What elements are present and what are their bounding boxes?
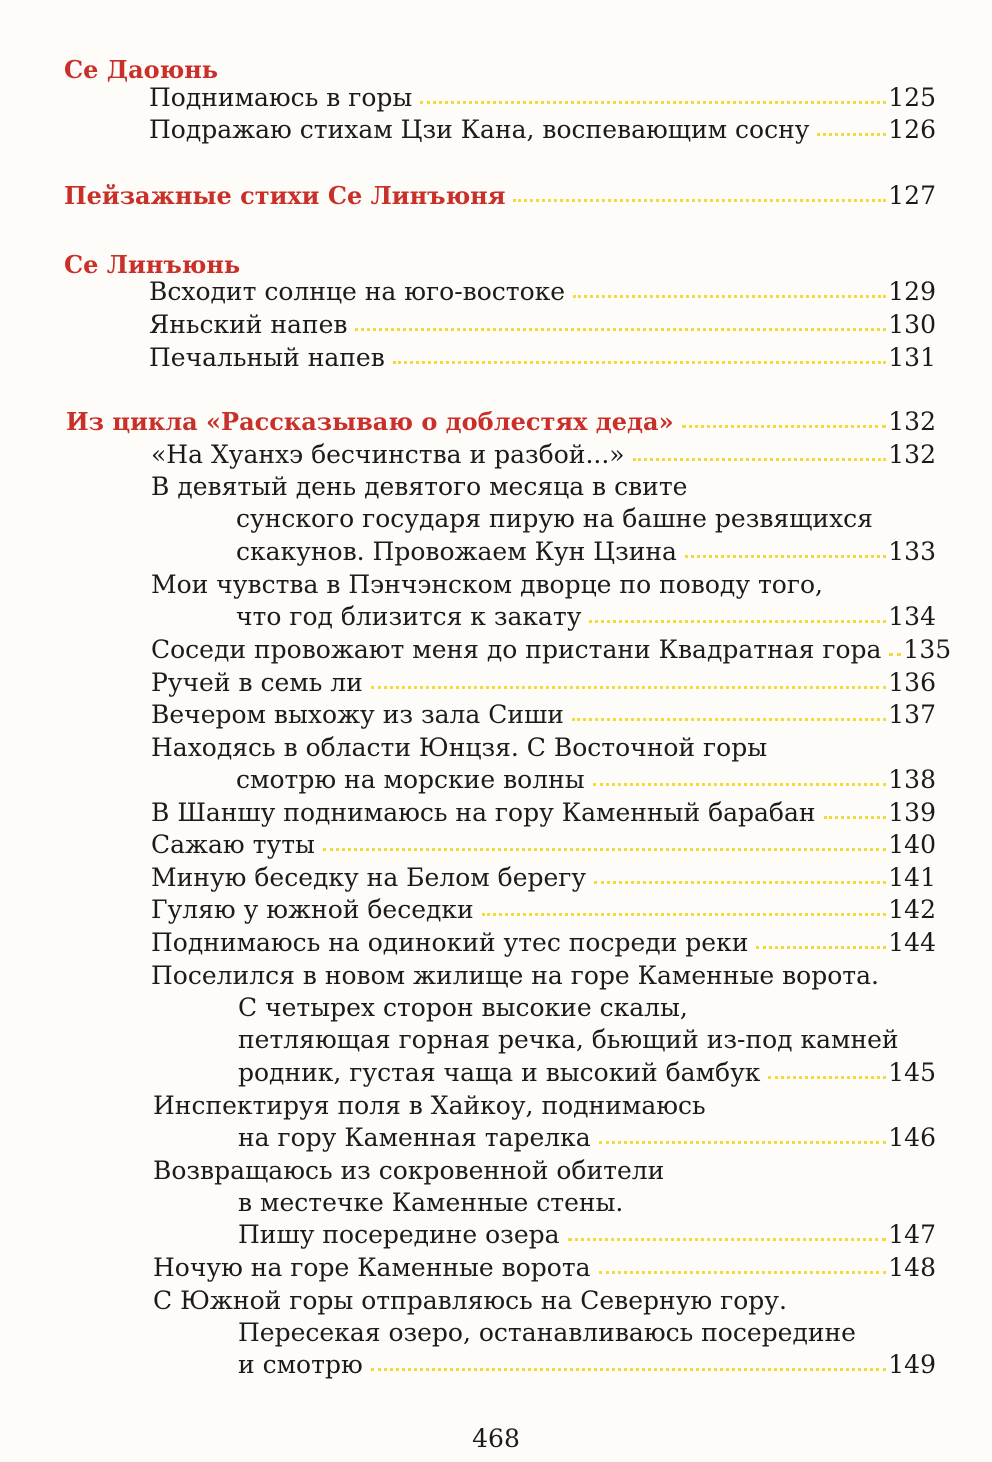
entry-page: 138 (888, 765, 936, 794)
entry-page: 149 (888, 1350, 936, 1379)
dot-leader (593, 783, 887, 786)
section-title: Се Линъюнь (64, 250, 241, 279)
entry-title: Поднимаюсь на одинокий утес посреди реки (151, 928, 749, 957)
dot-leader (573, 295, 886, 298)
entry-title: смотрю на морские волны (236, 765, 585, 794)
entry-title: Пишу посередине озера (238, 1220, 560, 1249)
entry-title: родник, густая чаща и высокий бамбук (238, 1058, 761, 1087)
entry-page: 130 (888, 310, 936, 339)
dot-leader (323, 848, 886, 851)
entry-page: 144 (888, 928, 936, 957)
entry-title: Вечером выхожу из зала Сиши (151, 700, 564, 729)
dot-leader (420, 101, 886, 104)
entry-line: сунского государя пирую на башне резвящихся (236, 504, 873, 533)
dot-leader (482, 913, 887, 916)
entry-title: Ночую на горе Каменные ворота (153, 1253, 591, 1282)
toc-entry (149, 342, 936, 374)
dot-leader (682, 425, 887, 428)
entry-title: Гуляю у южной беседки (151, 895, 474, 924)
section-title: Се Даоюнь (64, 55, 219, 84)
dot-leader (599, 1141, 887, 1144)
dot-leader (568, 1238, 887, 1241)
entry-page: 141 (888, 863, 936, 892)
entry-title: Ручей в семь ли (151, 668, 363, 697)
section-heading (66, 406, 936, 438)
section-page: 127 (888, 181, 936, 210)
toc-entry (149, 82, 936, 114)
section-page: 132 (888, 407, 936, 436)
entry-page: 129 (888, 277, 936, 306)
dot-leader (824, 816, 887, 819)
entry-page: 131 (888, 343, 936, 372)
toc-entry (151, 829, 936, 861)
entry-title: «На Хуанхэ бесчинства и разбой...» (151, 440, 625, 469)
entry-page: 136 (888, 668, 936, 697)
entry-line: петляющая горная речка, бьющий из-под камней (238, 1025, 899, 1054)
dot-leader (633, 458, 887, 461)
toc-entry (151, 439, 936, 471)
toc-entry (238, 1057, 936, 1089)
entry-line: в местечке Каменные стены. (238, 1188, 624, 1217)
dot-leader (371, 686, 886, 689)
section-title: Из цикла «Рассказываю о доблестях деда» (66, 407, 674, 436)
entry-title: и смотрю (238, 1350, 363, 1379)
toc-entry (149, 276, 936, 308)
entry-title: на гору Каменная тарелка (238, 1123, 591, 1152)
entry-page: 139 (888, 798, 936, 827)
dot-leader (393, 361, 886, 364)
entry-line: Находясь в области Юнцзя. С Восточной горы (151, 733, 768, 762)
toc-entry (238, 1349, 936, 1381)
toc-entry (151, 667, 936, 699)
dot-leader (817, 133, 886, 136)
entry-page: 135 (903, 635, 952, 664)
entry-line: Поселился в новом жилище на горе Каменные ворота. (151, 961, 879, 990)
entry-line: С Южной горы отправляюсь на Северную гору. (153, 1286, 787, 1315)
toc-entry (238, 1122, 936, 1154)
dot-leader (685, 555, 886, 558)
dot-leader (513, 199, 886, 202)
toc-entry (151, 894, 936, 926)
toc-entry (149, 114, 936, 146)
entry-line: Инспектируя поля в Хайкоу, поднимаюсь (153, 1091, 706, 1120)
entry-page: 145 (888, 1058, 936, 1087)
dot-leader (768, 1076, 886, 1079)
section-title: Пейзажные стихи Се Линъюня (64, 181, 506, 210)
entry-page: 133 (888, 537, 936, 566)
entry-title: Всходит солнце на юго-востоке (149, 277, 566, 306)
toc-entry (151, 862, 936, 894)
dot-leader (599, 1271, 887, 1274)
entry-title: Поднимаюсь в горы (149, 83, 413, 112)
entry-title: Сажаю туты (151, 830, 315, 859)
dot-leader (756, 946, 886, 949)
entry-page: 125 (888, 83, 936, 112)
entry-title: Подражаю стихам Цзи Кана, воспевающим сосну (149, 115, 810, 144)
toc-entry (151, 634, 952, 666)
entry-page: 140 (888, 830, 936, 859)
dot-leader (355, 328, 886, 331)
page-number: 468 (472, 1424, 520, 1453)
entry-page: 147 (888, 1220, 936, 1249)
dot-leader (572, 718, 886, 721)
toc-entry (238, 1219, 936, 1251)
toc-entry (151, 797, 936, 829)
entry-line: Мои чувства в Пэнчэнском дворце по поводу того, (151, 570, 823, 599)
toc-entry (151, 927, 936, 959)
entry-line: Возвращаюсь из сокровенной обители (153, 1156, 665, 1185)
dot-leader (594, 881, 886, 884)
entry-line: С четырех сторон высокие скалы, (238, 993, 688, 1022)
entry-title: Миную беседку на Белом берегу (151, 863, 587, 892)
entry-page: 148 (888, 1253, 936, 1282)
toc-entry (153, 1252, 936, 1284)
entry-title: скакунов. Провожаем Кун Цзина (236, 537, 677, 566)
entry-page: 137 (888, 700, 936, 729)
entry-page: 134 (888, 602, 936, 631)
toc-entry (236, 764, 936, 796)
entry-title: Яньский напев (149, 310, 348, 339)
entry-title: Соседи провожают меня до пристани Квадратная гора (151, 635, 882, 664)
entry-page: 146 (888, 1123, 936, 1152)
entry-page: 132 (888, 440, 936, 469)
toc-entry (236, 601, 936, 633)
dot-leader (889, 653, 901, 656)
entry-title: Печальный напев (149, 343, 385, 372)
dot-leader (589, 620, 886, 623)
section-heading (64, 180, 936, 212)
entry-title: В Шаншу поднимаюсь на гору Каменный барабан (151, 798, 816, 827)
entry-line: В девятый день девятого месяца в свите (151, 472, 688, 501)
toc-entry (149, 309, 936, 341)
entry-line: Пересекая озеро, останавливаюсь посередине (238, 1318, 856, 1347)
entry-page: 126 (888, 115, 936, 144)
toc-entry (151, 699, 936, 731)
dot-leader (371, 1368, 887, 1371)
entry-title: что год близится к закату (236, 602, 582, 631)
entry-page: 142 (888, 895, 936, 924)
toc-entry (236, 536, 936, 568)
